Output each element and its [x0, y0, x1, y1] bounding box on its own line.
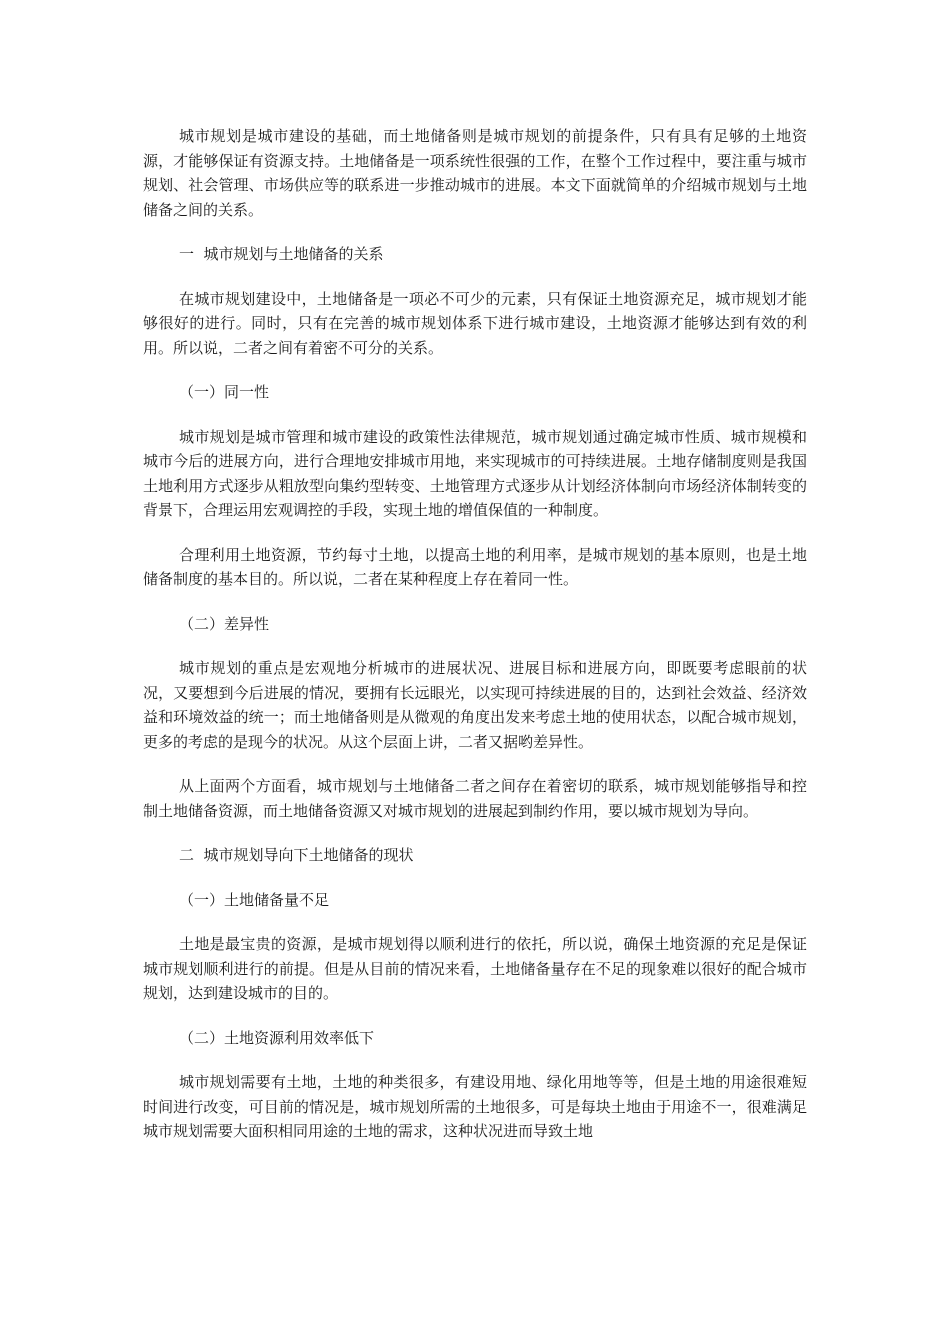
- section-heading-2: 二 城市规划导向下土地储备的现状: [179, 846, 414, 864]
- subheading-difference: （二）差异性: [179, 614, 270, 633]
- low-efficiency-paragraph: 城市规划需要有土地，土地的种类很多，有建设用地、绿化用地等等，但是土地的用途很难短时间进行改变，可目前的情况是，城市规划所需的土地很多，可是每块土地由于用途不一，很难满足城市规划需要大面积相同用途的土地的需求，这种状况进而导致土地: [143, 1073, 807, 1140]
- insufficient-reserve-paragraph: 土地是最宝贵的资源，是城市规划得以顺利进行的依托，所以说，确保土地资源的充足是保证城市规划顺利进行的前提。但是从目前的情况来看，土地储备量存在不足的现象难以很好的配合城市规划，达到建设城市的目的。: [143, 935, 807, 1002]
- subheading-low-efficiency: （二）土地资源利用效率低下: [179, 1028, 375, 1047]
- difference-paragraph-1: 城市规划的重点是宏观地分析城市的进展状况、进展目标和进展方向，即既要考虑眼前的状况，又要想到今后进展的情况，要拥有长远眼光，以实现可持续进展的目的，达到社会效益、经济效益和环境效益的统一；而土地储备则是从微观的角度出发来考虑土地的使用状态，以配合城市规划，更多的考虑的是现今的状况。从这个层面上讲，二者又据哟差异性。: [143, 659, 807, 751]
- intro-paragraph: 城市规划是城市建设的基础，而土地储备则是城市规划的前提条件，只有具有足够的土地资源，才能够保证有资源支持。土地储备是一项系统性很强的工作，在整个工作过程中，要注重与城市规划、社会管理、市场供应等的联系进一步推动城市的进展。本文下面就简单的介绍城市规划与土地储备之间的关系。: [143, 127, 807, 219]
- identity-paragraph-1: 城市规划是城市管理和城市建设的政策性法律规范，城市规划通过确定城市性质、城市规模和城市今后的进展方向，进行合理地安排城市用地，来实现城市的可持续进展。土地存储制度则是我国土地利用方式逐步从粗放型向集约型转变、土地管理方式逐步从计划经济体制向市场经济体制转变的背景下，合理运用宏观调控的手段，实现土地的增值保值的一种制度。: [143, 427, 807, 519]
- section-1-paragraph: 在城市规划建设中，土地储备是一项必不可少的元素，只有保证土地资源充足，城市规划才能够很好的进行。同时，只有在完善的城市规划体系下进行城市建设，土地资源才能够达到有效的利用。所以说，二者之间有着密不可分的关系。: [143, 289, 807, 357]
- subheading-identity: （一）同一性: [179, 383, 270, 401]
- section-heading-1: 一 城市规划与土地储备的关系: [179, 245, 384, 263]
- difference-paragraph-2: 从上面两个方面看，城市规划与土地储备二者之间存在着密切的联系，城市规划能够指导和控制土地储备资源，而土地储备资源又对城市规划的进展起到制约作用，要以城市规划为导向。: [143, 777, 807, 820]
- document-body: [143, 124, 807, 1164]
- identity-paragraph-2: 合理利用土地资源，节约每寸土地，以提高土地的利用率，是城市规划的基本原则，也是土地储备制度的基本目的。所以说，二者在某种程度上存在着同一性。: [143, 545, 807, 588]
- subheading-insufficient-reserve: （一）土地储备量不足: [179, 890, 330, 909]
